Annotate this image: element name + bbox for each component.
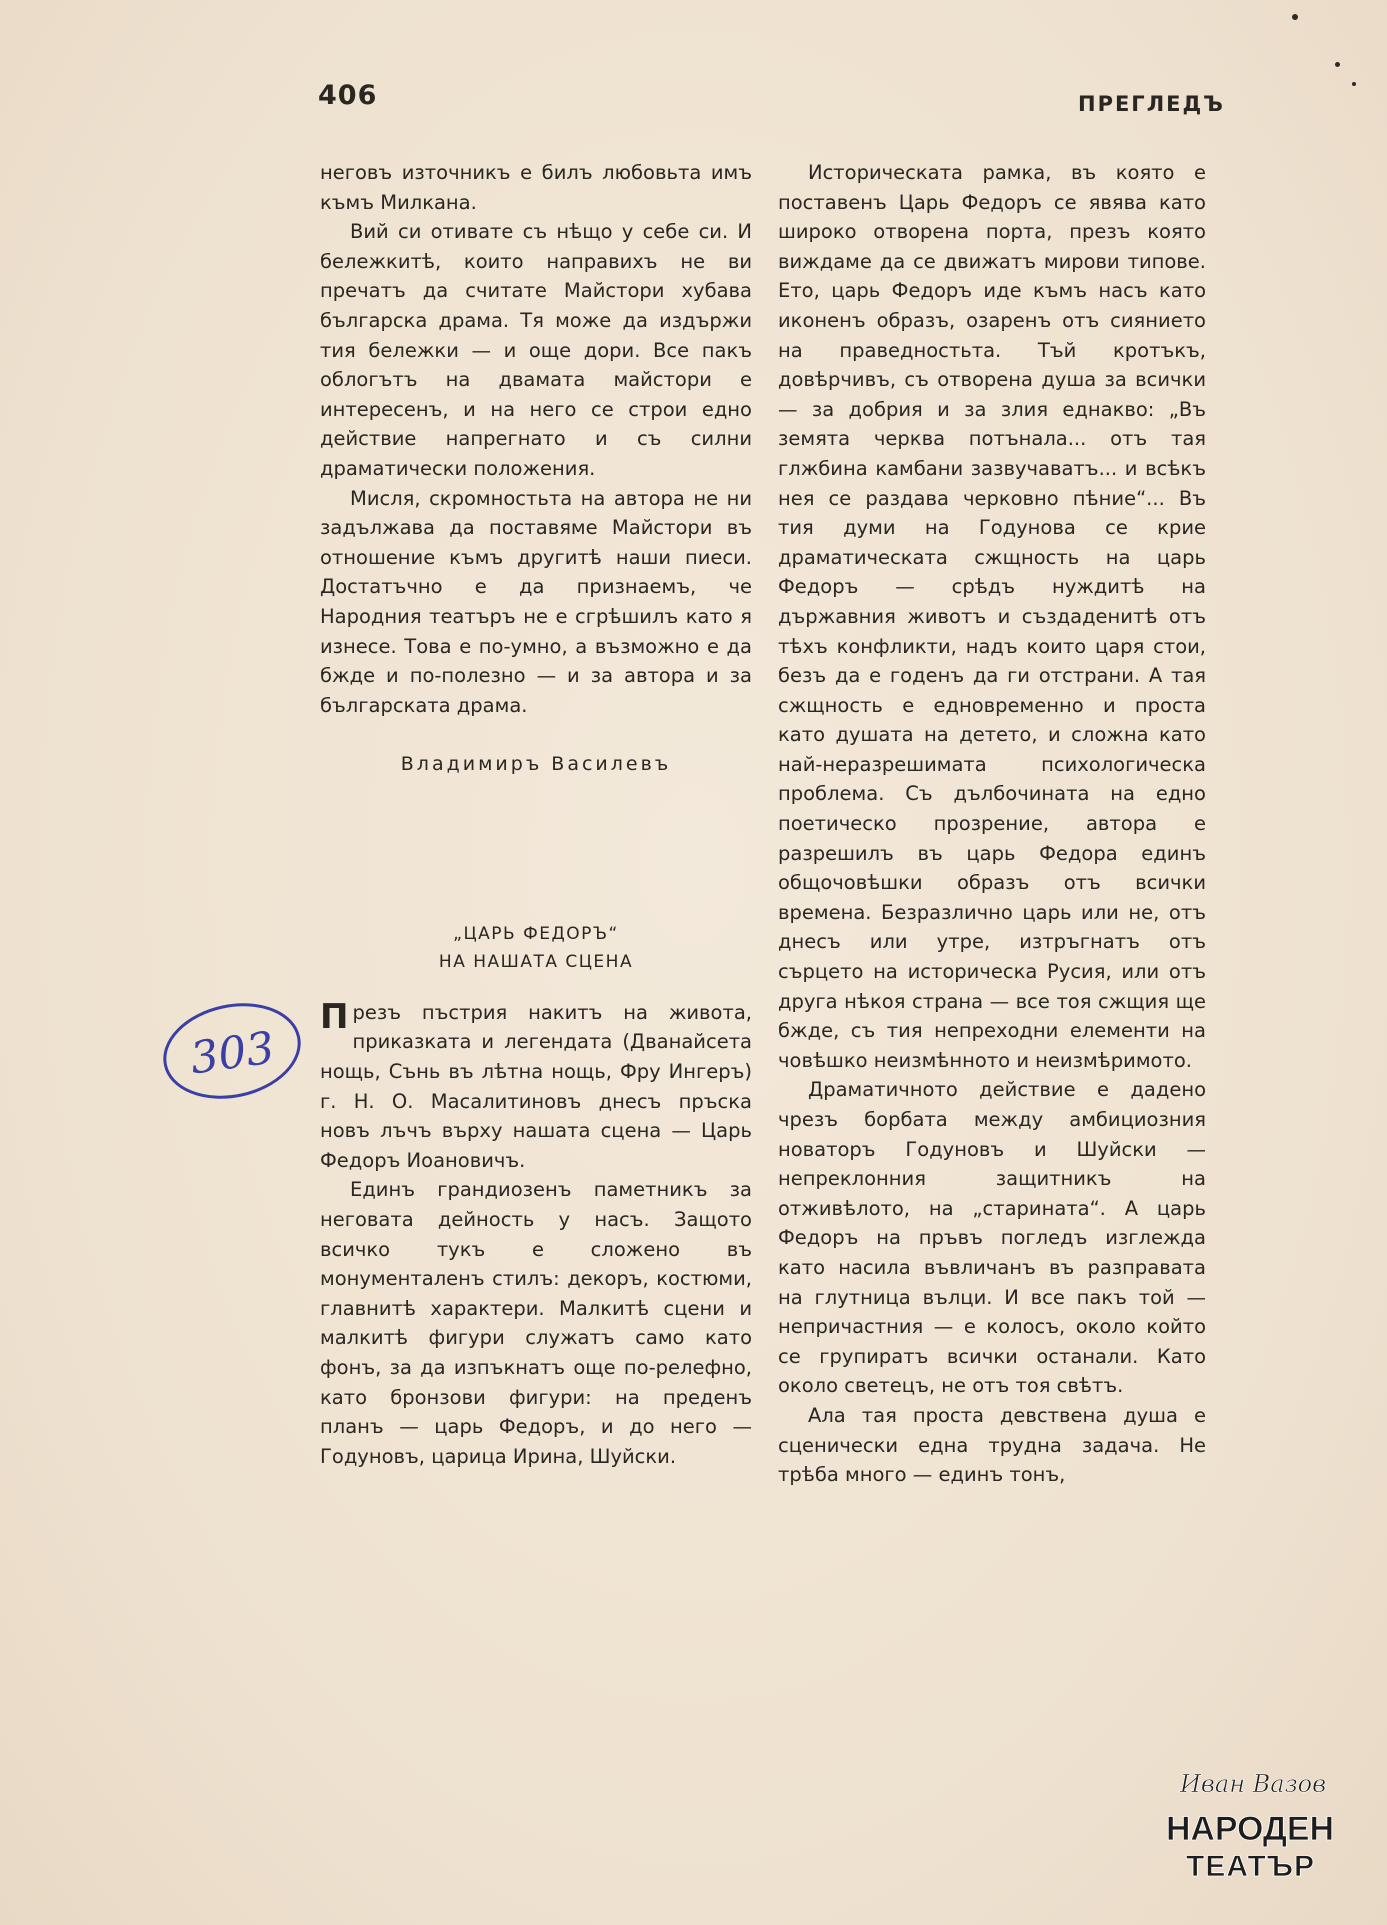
paragraph: Мисля, скромностьта на автора не ни задължава да поставяме Майстори въ отношение къмъ другитѣ наши пиеси. Достатъчно е да признаемъ, че Народния театъръ не е сгрѣшилъ като я изнесе. Това е по-умно, а възможно е да бжде и по-полезно — и за автора и за българската драма.: [320, 486, 752, 717]
paragraph: неговъ източникъ е билъ любовьта имъ къмъ Милкана.: [320, 161, 752, 214]
author-signature: Владимиръ Василевъ: [400, 753, 672, 776]
paragraph: Драматичното действие е дадено чрезъ борбата между амбициозния новаторъ Годуновъ и Шуйски — непреклонния защитникъ на отживѣлото, на „старината“. А царь Федоръ на пръвъ погледъ изглежда като насила въвличанъ въ разправата на глутница вълци. И все пакъ той — непричастния — е колосъ, около който се групиратъ всички останали. Като около светецъ, не отъ тоя свѣтъ.: [778, 1078, 1206, 1398]
paragraph: Единъ грандиозенъ паметникъ за неговата дейность у насъ. Защото всичко тукъ е сложено въ монументаленъ стилъ: декоръ, костюми, главнитѣ характери. Малкитѣ сцени и малкитѣ фигури служатъ само като фонъ, за да изпъкнатъ още по-релефно, като бронзови фигури: на преденъ планъ — царь Федоръ, и до него — Годуновъ, царица Ирина, Шуйски.: [320, 1178, 752, 1468]
stamp-number: 303: [187, 1022, 278, 1085]
paragraph-text: резъ пъстрия накитъ на живота, приказката и легендата (Дванайсета нощь, Сънь въ лѣтна нощь, Фру Ингеръ) г. Н. О. Масалитиновъ днесъ пръска новъ лъчъ върху нашата сцена — Царь Федоръ Иоановичъ.: [320, 1000, 752, 1172]
national-theatre-logo: [1160, 1760, 1340, 1890]
article-title-line: „ЦАРЬ ФЕДОРЪ“: [453, 923, 619, 944]
logo-line1: НАРОДЕН: [1166, 1810, 1334, 1848]
article-subtitle-line: НА НАШАТА СЦЕНА: [438, 951, 634, 972]
paragraph: [320, 998, 752, 1176]
paragraph: Ала тая проста девствена душа е сценически една трудна задача. Не трѣба много — единъ тонъ,: [778, 1403, 1206, 1487]
logo-line2: ТЕАТЪР: [1186, 1850, 1314, 1883]
speck: [1352, 82, 1356, 86]
right-column: [778, 158, 1206, 1490]
speck: [1292, 14, 1298, 20]
left-column: [320, 158, 752, 1471]
handwritten-number-stamp: [160, 996, 305, 1101]
paragraph: Вий си отивате съ нѣщо у себе си. И бележкитѣ, които направихъ не ви пречатъ да считате Майстори хубава българска драма. Тя може да издържи тия бележки — и още дори. Все пакъ облогътъ на двамата майстори е интересенъ, и на него се строи едно действие напрегнато и съ силни драматически положения.: [320, 220, 752, 480]
speck: [1335, 62, 1340, 67]
section-spacer: [320, 780, 752, 920]
running-head: ПРЕГЛЕДЪ: [1078, 92, 1225, 116]
paragraph: Историческата рамка, въ която е поставенъ Царь Федоръ се явява като широко отворена порта, презъ която виждаме да се движатъ мирови типове. Ето, царь Федоръ иде къмъ насъ като иконенъ образъ, озаренъ отъ сиянието на праведностьта. Тъй кротъкъ, довѣрчивъ, съ отворена душа за всички — за добрия и за злия еднакво: „Въ земята черква потънала... отъ тая глжбина камбани зазвучаватъ... и всѣкъ нея се раздава черковно пѣние“... Въ тия думи на Годунова се крие драматическата сжщность на царь Федоръ — срѣдъ нуждитѣ на държавния животъ и създаденитѣ отъ тѣхъ конфликти, надъ които царя стои, безъ да е годенъ да ги отстрани. А тая сжщность е едновременно и проста като душата на детето, и сложна като най-неразрешимата психологическа проблема. Съ дълбочината на едно поетическо прозрение, автора е разрешилъ въ царь Федора единъ общочовѣшки образъ отъ всички времена. Безразлично царь или не, отъ днесъ или утре, изтръгнатъ отъ сърцето на историческа Русия, или отъ друга нѣкоя страна — все тоя сжщия ще бжде, съ тия непреходни елементи на човѣшко неизмѣнното и неизмѣримото.: [778, 161, 1206, 1072]
logo-script: Иван Вазов: [1180, 1770, 1327, 1798]
drop-cap: П: [320, 996, 349, 1037]
page-number: 406: [318, 80, 378, 111]
article-title: [320, 920, 752, 976]
